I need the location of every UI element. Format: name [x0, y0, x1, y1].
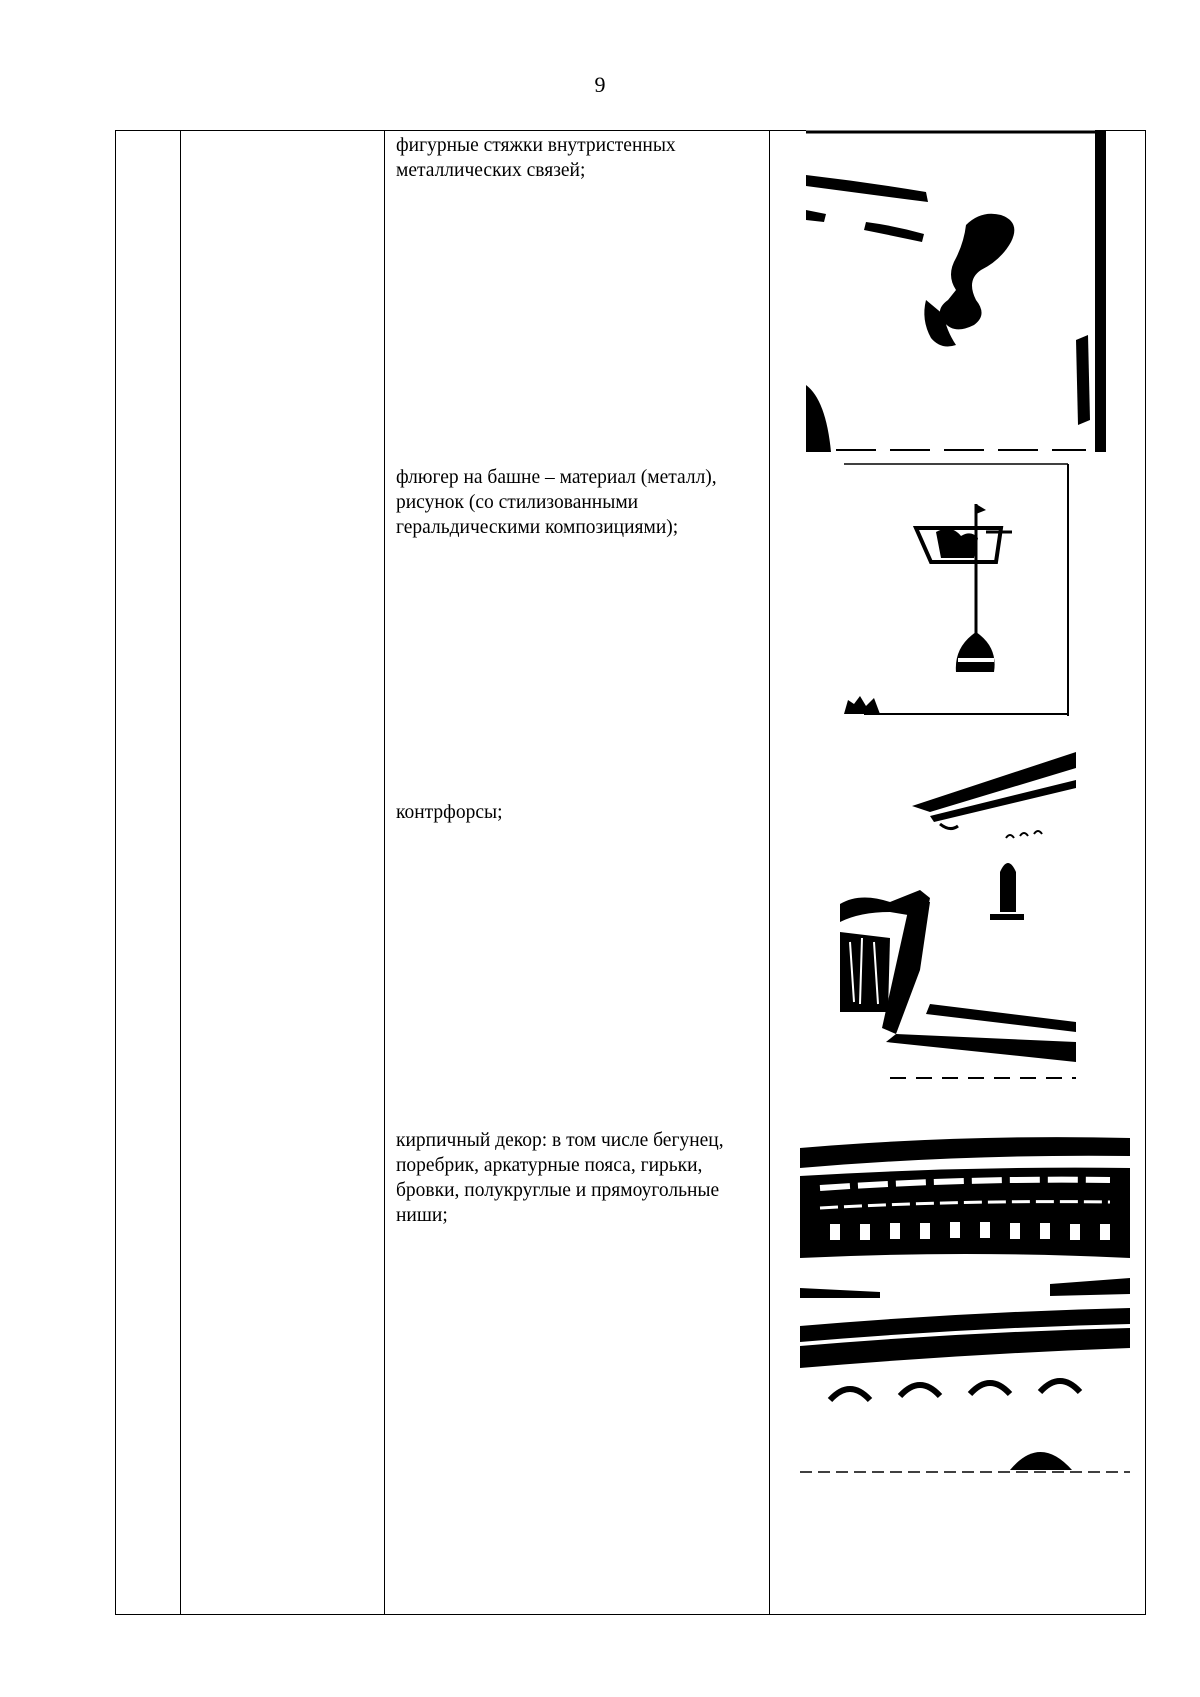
brick-decor-photo — [800, 1128, 1130, 1474]
wall-tie-anchor-photo — [806, 130, 1106, 452]
column-divider — [180, 131, 181, 1614]
page-number: 9 — [594, 72, 606, 97]
column-divider — [769, 131, 770, 1614]
feature-description: контрфорсы; — [396, 802, 503, 823]
weather-vane-photo — [836, 462, 1072, 716]
column-divider — [384, 131, 385, 1614]
feature-description: кирпичный декор: в том числе бегунец, поребрик, аркатурные пояса, гирьки, бровки, полукруглые и прямоугольные ниши; — [396, 1130, 724, 1226]
buttress-photo — [830, 742, 1076, 1088]
feature-description: фигурные стяжки внутристенных металлических связей; — [396, 135, 676, 181]
feature-description: флюгер на башне – материал (металл), рисунок (со стилизованными геральдическими композициями); — [396, 467, 717, 538]
